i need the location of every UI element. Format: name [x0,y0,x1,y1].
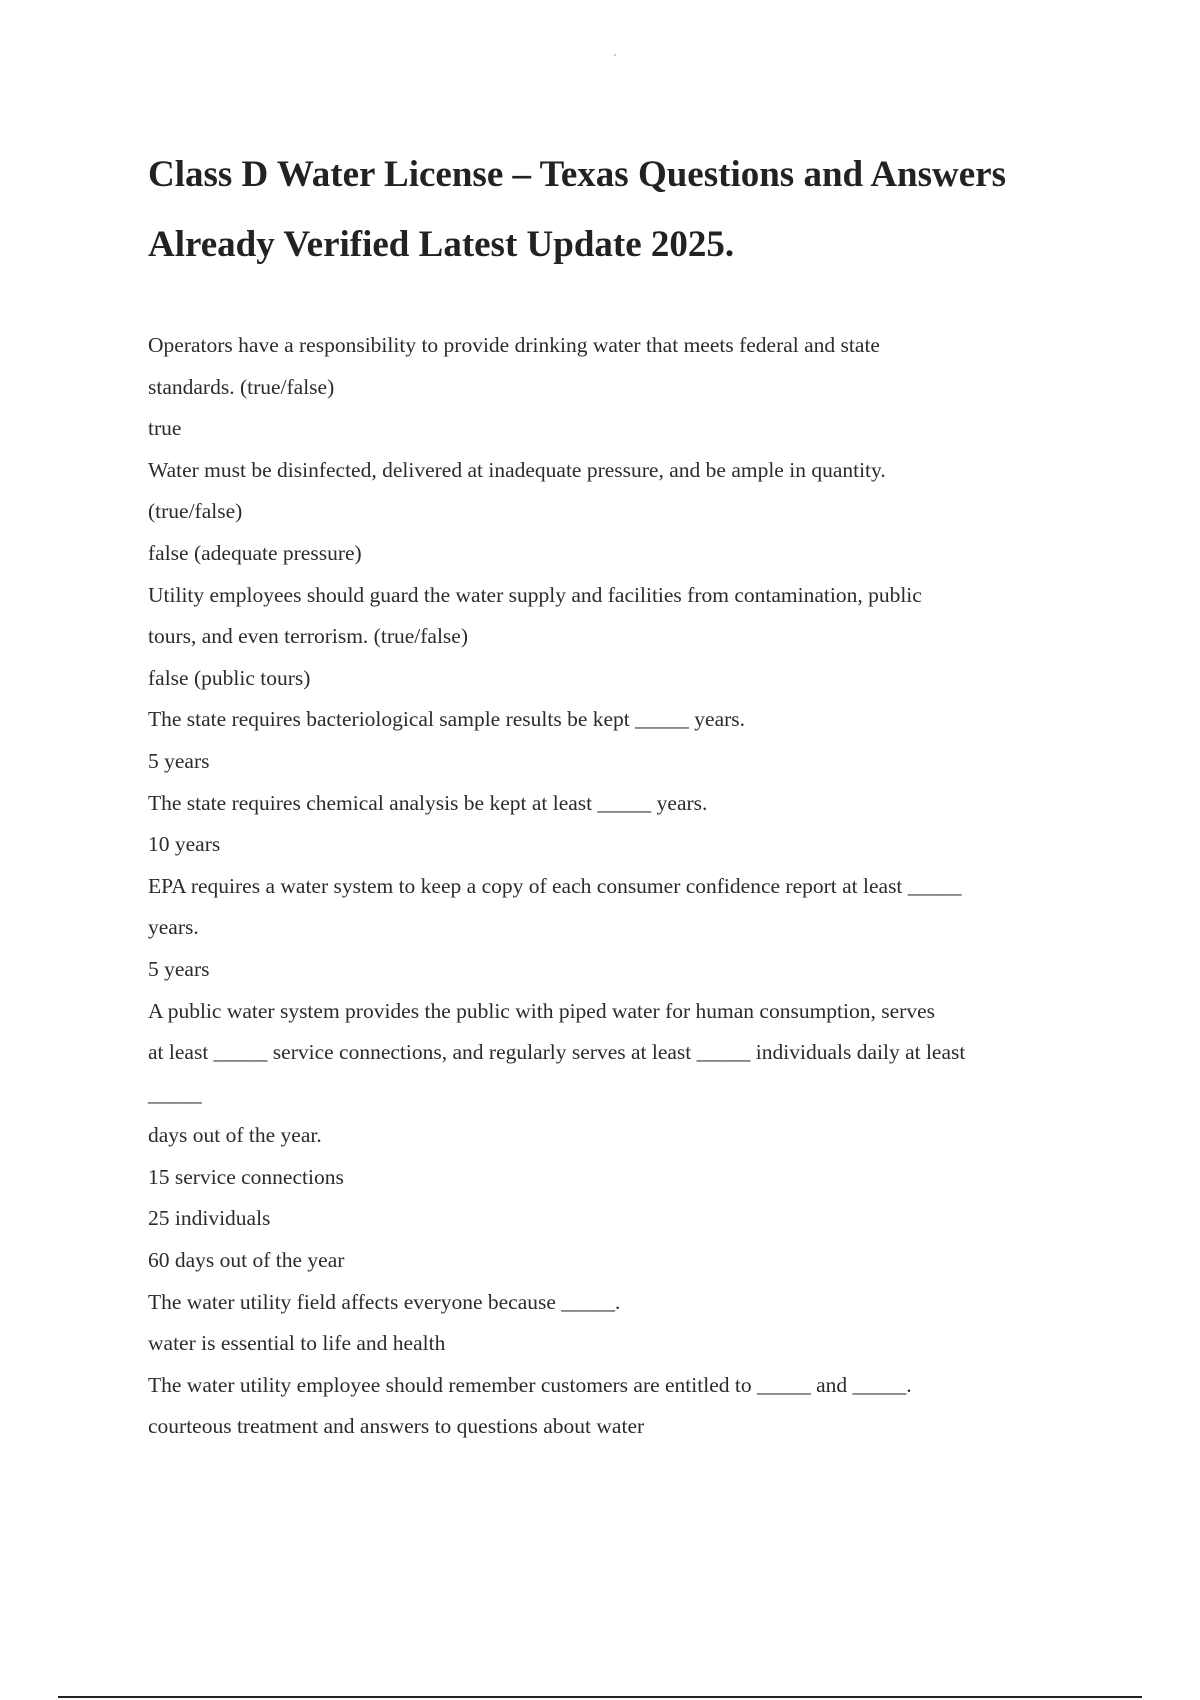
answer-3: false (public tours) [148,665,311,690]
answer-9: courteous treatment and answers to questions about water [148,1414,645,1439]
question-2-line-1: Water must be disinfected, delivered at inadequate pressure, and be ample in quantity. [148,457,886,482]
question-5: The state requires chemical analysis be kept at least _____ years. [148,790,708,815]
answer-7-line-1: 15 service connections [148,1164,344,1189]
question-7-line-3: _____ [148,1081,202,1106]
question-6-line-2: years. [148,915,199,940]
question-9: The water utility employee should remember customers are entitled to _____ and _____. [148,1372,912,1397]
answer-8: water is essential to life and health [148,1331,446,1356]
answer-2: false (adequate pressure) [148,540,362,565]
question-3-line-1: Utility employees should guard the water supply and facilities from contamination, public [148,582,922,607]
answer-7-line-2: 25 individuals [148,1206,271,1231]
question-7-line-1: A public water system provides the public with piped water for human consumption, serves [148,998,935,1023]
answer-4: 5 years [148,748,210,773]
answer-5: 10 years [148,832,221,857]
question-2-line-2: (true/false) [148,499,243,524]
answer-1: true [148,416,182,441]
answer-6: 5 years [148,956,210,981]
question-7-line-4: days out of the year. [148,1123,322,1148]
question-4: The state requires bacteriological sample results be kept _____ years. [148,707,746,732]
page-speck [614,54,616,56]
title-line-1: Class D Water License – Texas Questions and Answers [148,154,1006,195]
qa-content [148,325,1078,1448]
document-title [148,140,1108,280]
answer-7-line-3: 60 days out of the year [148,1248,345,1273]
question-3-line-2: tours, and even terrorism. (true/false) [148,624,468,649]
footer-rule [58,1696,1142,1698]
question-6-line-1: EPA requires a water system to keep a copy of each consumer confidence report at least _____ [148,873,962,898]
question-1-line-2: standards. (true/false) [148,374,335,399]
question-1-line-1: Operators have a responsibility to provide drinking water that meets federal and state [148,333,880,357]
title-line-2: Already Verified Latest Update 2025. [148,224,735,265]
question-7-line-2: at least _____ service connections, and regularly serves at least _____ individuals daily at least [148,1040,966,1065]
question-8: The water utility field affects everyone because _____. [148,1289,621,1314]
